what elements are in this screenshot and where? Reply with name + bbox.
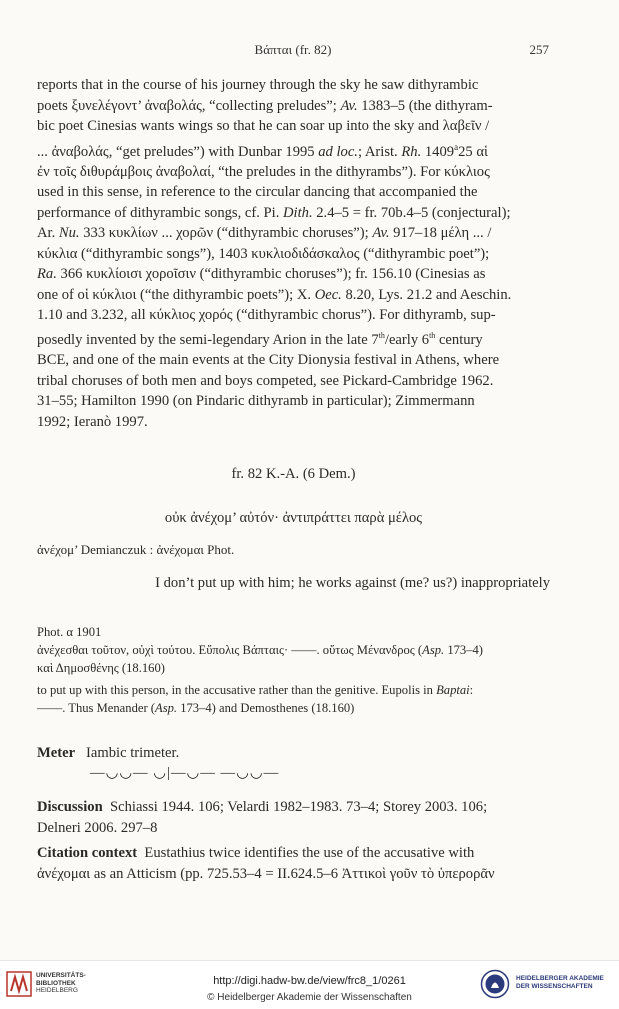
text-line: used in this sense, in reference to the circular dancing that accompanied the	[37, 184, 478, 201]
text-line: Ra. 366 κυκλίοισι χοροῖσιν (“dithyrambic choruses”); fr. 156.10 (Cinesias as	[37, 266, 486, 283]
permalink-link[interactable]: http://digi.hadw-bw.de/view/frc8_1/0261	[213, 975, 406, 987]
text-line: ἐν τοῖς διθυράμβοις ἀναβολαί, “the preludes in the dithyrambs”). For κύκλιος	[37, 163, 490, 180]
apparatus-criticus: ἀνέχομ’ Demianczuk : ἀνέχομαι Phot.	[37, 542, 235, 557]
copyright-notice: © Heidelberger Akademie der Wissenschaften	[207, 992, 412, 1003]
academy-seal-icon	[480, 969, 510, 999]
university-library-name: UNIVERSITÄTS- BIBLIOTHEK HEIDELBERG	[36, 972, 86, 994]
text-line: one of οἱ κύκλιοι (“the dithyrambic poets”); X. Oec. 8.20, Lys. 21.2 and Aeschin.	[37, 286, 512, 303]
discussion-label: Discussion	[37, 799, 103, 815]
testimonium-greek-line: καὶ Δημοσθένης (18.160)	[37, 661, 165, 675]
testimonium-greek-line: ἀνέχεσθαι τοῦτον, οὐχὶ τούτου. Εὔπολις Βάπταις· ——. οὕτως Μένανδρος (Asp. 173–4)	[37, 643, 483, 657]
academy-name: HEIDELBERGER AKADEMIE DER WISSENSCHAFTEN	[516, 975, 604, 990]
commentary-paragraph	[37, 75, 550, 432]
meter-section	[37, 745, 550, 782]
text-line: κύκλια (“dithyrambic songs”), 1403 κυκλιοδιδάσκαλος (“dithyrambic poet”);	[37, 245, 490, 262]
text-line: 1992; Ieranò 1997.	[37, 413, 148, 430]
metrical-scheme: —◡◡— ◡|—◡— —◡◡—	[90, 765, 280, 781]
citation-line: ἀνέχομαι as an Atticism (pp. 725.53–4 = II.624.5–6 Ἀττικοὶ γοῦν τὸ ὑπερορᾶν	[37, 865, 495, 882]
meter-text: Iambic trimeter.	[86, 745, 180, 761]
testimonia-block	[37, 623, 550, 717]
text-line: 1.10 and 3.232, all κύκλιος χορός (“dithyrambic chorus”). For dithyramb, sup-	[37, 307, 496, 324]
text-line: poets ξυνελέγοντ’ ἀναβολάς, “collecting preludes”; Av. 1383–5 (the dithyram-	[37, 97, 493, 114]
text-line: Ar. Nu. 333 κυκλίων ... χορῶν (“dithyrambic choruses”); Av. 917–18 μέλη ... /	[37, 225, 492, 242]
text-line: bic poet Cinesias wants wings so that he can soar up into the sky and λαβεῖν /	[37, 118, 490, 134]
meter-label: Meter	[37, 745, 76, 761]
citation-label: Citation context	[37, 845, 138, 861]
running-title: Βάπται (fr. 82)	[254, 42, 332, 57]
citation-context-section	[37, 843, 550, 884]
text-line: tribal choruses of both men and boys competed, see Pickard-Cambridge 1962.	[37, 372, 494, 389]
text-line: 31–55; Hamilton 1990 (on Pindaric dithyramb in particular); Zimmermann	[37, 393, 475, 410]
viewer-footer	[0, 960, 619, 1009]
page-number: 257	[529, 42, 549, 57]
discussion-line: Schiassi 1944. 106; Velardi 1982–1983. 73–4; Storey 2003. 106;	[110, 799, 488, 815]
testimonium-translation-line: ——. Thus Menander (Asp. 173–4) and Demosthenes (18.160)	[37, 701, 355, 715]
text-line: BCE, and one of the main events at the City Dionysia festival in Athens, where	[37, 352, 500, 369]
fragment-title: fr. 82 K.-A. (6 Dem.)	[231, 466, 356, 482]
text-line: ... ἀναβολάς, “get preludes”) with Dunbar 1995 ad loc.; Arist. Rh. 1409$^a$25 αἱ	[37, 141, 488, 160]
text-line: performance of dithyrambic songs, cf. Pi. Dith. 2.4–5 = fr. 70b.4–5 (conjectural);	[37, 204, 511, 221]
fragment-greek-text: οὐκ ἀνέχομ’ αὐτόν· ἀντιπράττει παρὰ μέλος	[164, 510, 423, 526]
testimonium-translation-line: to put up with this person, in the accusative rather than the genitive. Eupolis in Baptai:	[37, 683, 474, 697]
text-line: reports that in the course of his journey through the sky he saw dithyrambic	[37, 77, 479, 93]
testimonium-source: Phot. α 1901	[37, 625, 102, 639]
discussion-section	[37, 797, 550, 838]
citation-line: Eustathius twice identifies the use of the accusative with	[144, 845, 475, 861]
discussion-line: Delneri 2006. 297–8	[37, 819, 158, 836]
fragment-translation: I don’t put up with him; he works against (me? us?) inappropriately	[155, 575, 550, 591]
text-line: posedly invented by the semi-legendary Arion in the late 7th/early 6th century	[37, 330, 483, 348]
